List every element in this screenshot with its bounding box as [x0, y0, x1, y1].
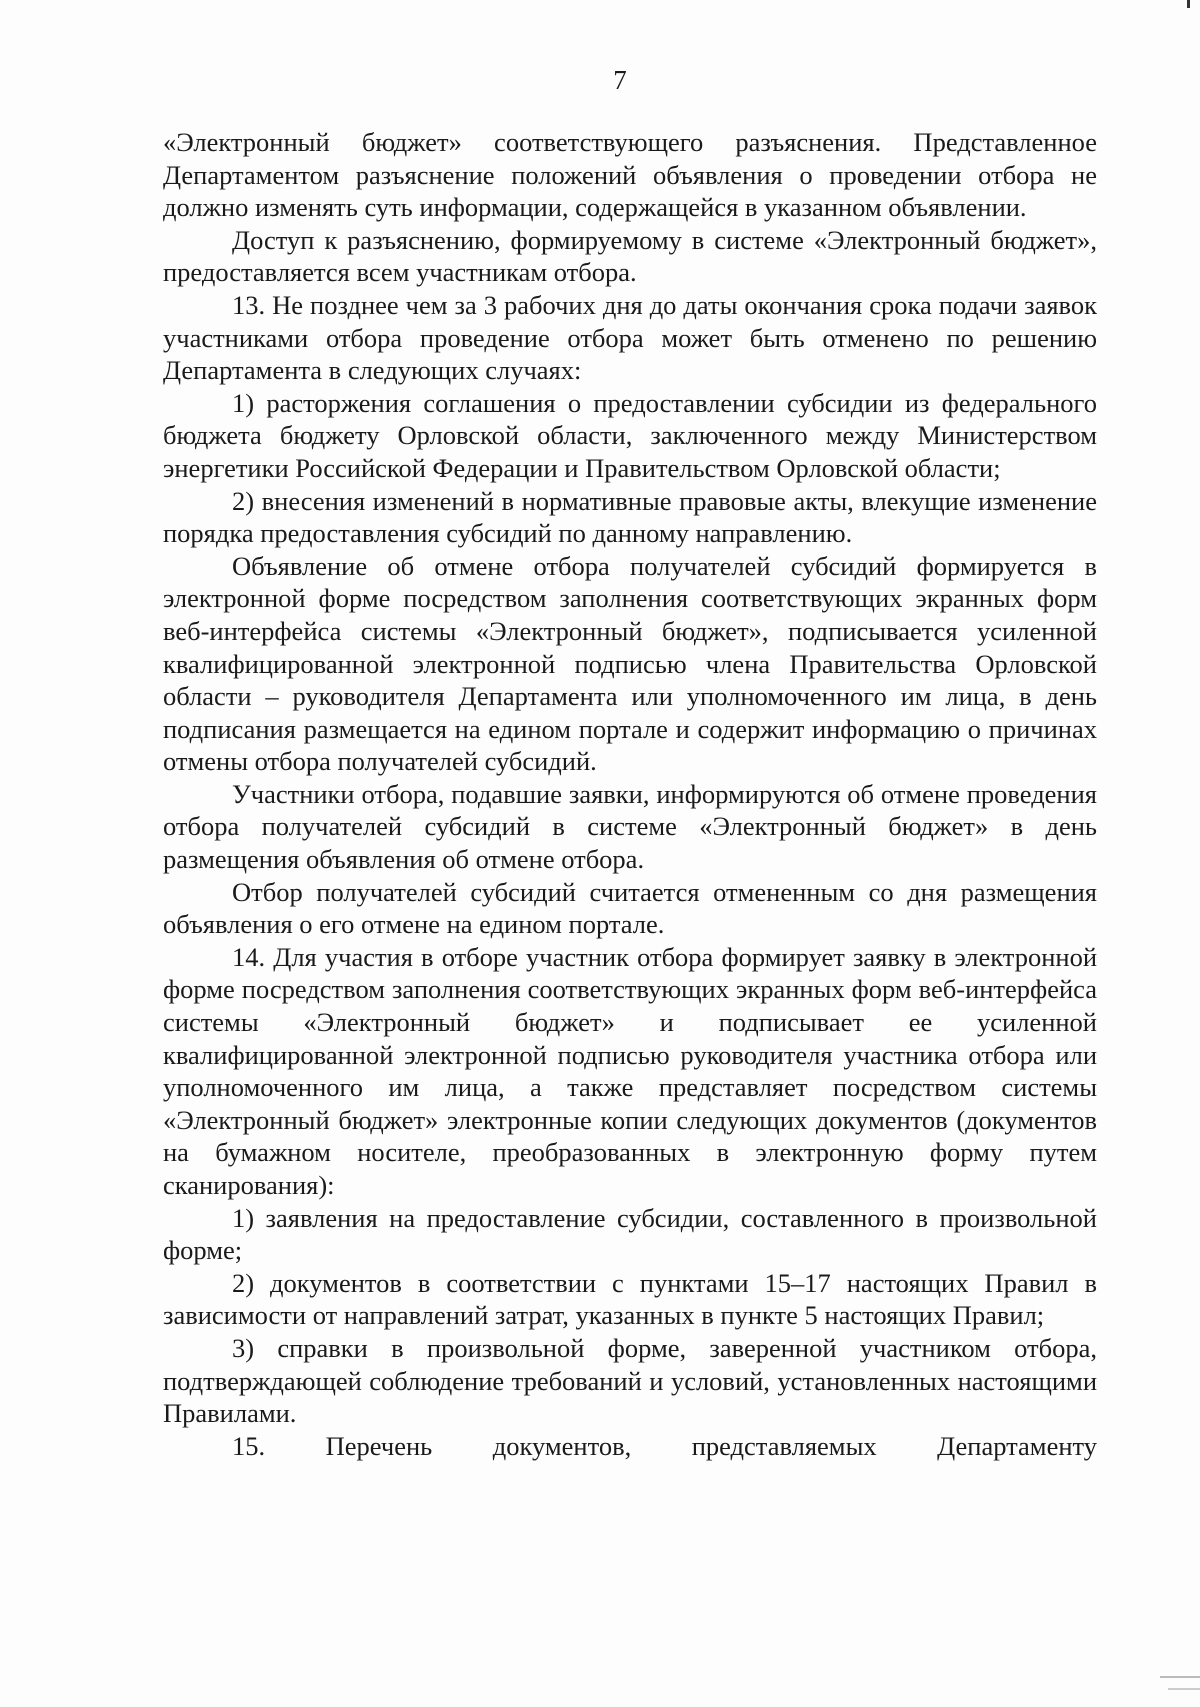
paragraph-selection-cancelled: Отбор получателей субсидий считается отмененным со дня размещения объявления о его отмене на едином портале.: [163, 876, 1097, 940]
scan-mark: [1187, 0, 1190, 8]
paragraph-item-13-case-2: 2) внесения изменений в нормативные правовые акты, влекущие изменение порядка предоставления субсидий по данному направлению.: [163, 485, 1097, 549]
scan-mark: [1160, 1676, 1200, 1678]
page-number: 7: [613, 65, 627, 95]
paragraph-item-14-doc-1: 1) заявления на предоставление субсидии, составленного в произвольной форме;: [163, 1202, 1097, 1266]
document-body: [163, 126, 1097, 1462]
paragraph-clarification-access: Доступ к разъяснению, формируемому в системе «Электронный бюджет», предоставляется всем участникам отбора.: [163, 224, 1097, 288]
paragraph-cancellation-announcement: Объявление об отмене отбора получателей субсидий формируется в электронной форме посредством заполнения соответствующих экранных форм веб-интерфейса системы «Электронный бюджет», подписывается усиленной квалифицированной электронной подписью члена Правительства Орловской области – руководителя Департамента или уполномоченного им лица, в день подписания размещается на едином портале и содержит информацию о причинах отмены отбора получателей субсидий.: [163, 550, 1097, 777]
paragraph-item-13: 13. Не позднее чем за 3 рабочих дня до даты окончания срока подачи заявок участниками отбора проведение отбора может быть отменено по решению Департамента в следующих случаях:: [163, 289, 1097, 386]
paragraph-item-14-doc-2: 2) документов в соответствии с пунктами 15–17 настоящих Правил в зависимости от направлений затрат, указанных в пункте 5 настоящих Правил;: [163, 1267, 1097, 1331]
paragraph-participants-notified: Участники отбора, подавшие заявки, информируются об отмене проведения отбора получателей субсидий в системе «Электронный бюджет» в день размещения объявления об отмене отбора.: [163, 778, 1097, 875]
paragraph-item-13-case-1: 1) расторжения соглашения о предоставлении субсидии из федерального бюджета бюджету Орловской области, заключенного между Министерством энергетики Российской Федерации и Правительством Орловской области;: [163, 387, 1097, 483]
paragraph-item-14-doc-3: 3) справки в произвольной форме, заверенной участником отбора, подтверждающей соблюдение требований и условий, установленных настоящими Правилами.: [163, 1332, 1097, 1429]
paragraph-item-15: 15. Перечень документов, представляемых Департаменту: [232, 1430, 1097, 1461]
paragraph-continuation: «Электронный бюджет» соответствующего разъяснения. Представленное Департаментом разъяснение положений объявления о проведении отбора не должно изменять суть информации, содержащейся в указанном объявлении.: [163, 127, 1097, 223]
scan-mark: [1168, 1688, 1200, 1690]
paragraph-item-14: 14. Для участия в отборе участник отбора формирует заявку в электронной форме посредством заполнения соответствующих экранных форм веб-интерфейса системы «Электронный бюджет» и подписывает ее усиленной квалифицированной электронной подписью руководителя участника отбора или уполномоченного им лица, а также представляет посредством системы «Электронный бюджет» электронные копии следующих документов (документов на бумажном носителе, преобразованных в электронную форму путем сканирования):: [163, 941, 1097, 1200]
